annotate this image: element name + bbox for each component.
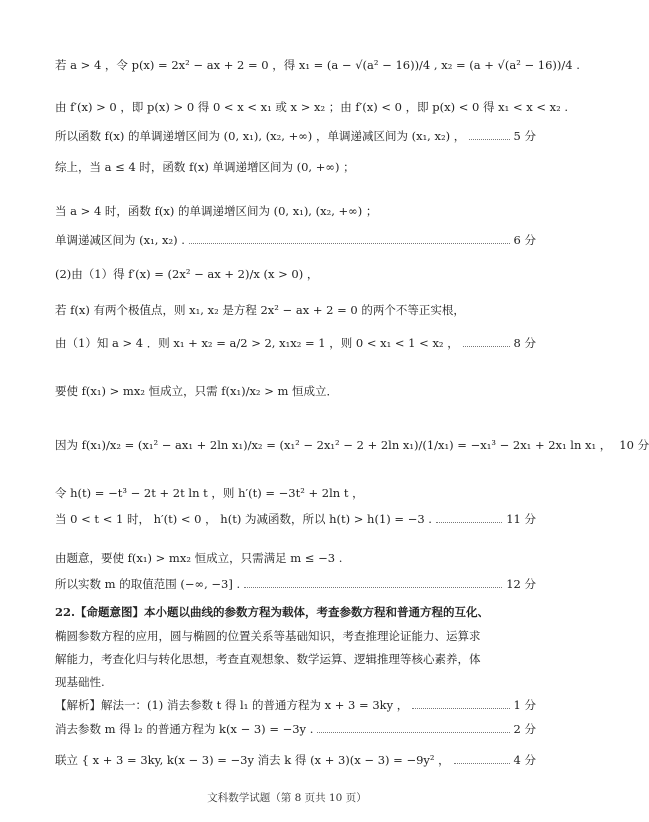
line-text: 所以实数 m 的取值范围 (−∞, −3] . [55,577,241,591]
line-2 [55,99,569,115]
line-9 [55,335,536,351]
score-label: 6 分 [513,233,536,247]
line-text: 当 a > 4 时，函数 f(x) 的单调递增区间为 (0, x₁), (x₂, +∞) ； [55,204,378,218]
line-8 [55,302,536,318]
line-text: 若 a > 4 ，令 p(x) = 2x² − ax + 2 = 0 ，得 x₁ = (a − √(a² − 16))/4 , x₂ = (a + √(a² − 16))/4 . [55,58,580,72]
line-text: 由 f′(x) > 0 ，即 p(x) > 0 得 0 < x < x₁ 或 x > x₂ ；由 f′(x) < 0 ，即 p(x) < 0 得 x₁ < x < x₂ . [55,100,569,114]
score-label: 11 分 [506,512,536,526]
page-footer: 文科数学试题（第 8 页共 10 页） [207,792,367,804]
line-3 [55,128,536,144]
leader-dots [189,243,510,244]
line-19 [55,674,536,690]
line-text: 要使 f(x₁) > mx₂ 恒成立，只需 f(x₁)/x₂ > m 恒成立． [55,384,339,398]
leader-dots [463,346,510,347]
line-text: 【解析】解法一：(1) 消去参数 t 得 l₁ 的普通方程为 x + 3 = 3ky ， [55,698,409,712]
line-20 [55,697,536,713]
line-text: 因为 f(x₁)/x₂ = (x₁² − ax₁ + 2ln x₁)/x₂ = (x₁² − 2x₁² − 2 + 2ln x₁)/(1/x₁) = −x₁³ − 2x₁ + 2x₁ ln x₁ ， [55,438,612,452]
line-text: (2)由（1）得 f′(x) = (2x² − ax + 2)/x (x > 0) ， [55,267,319,281]
line-6 [55,232,536,248]
line-text: 令 h(t) = −t³ − 2t + 2t ln t ，则 h′(t) = −3t² + 2ln t ， [55,486,364,500]
line-text: 由（1）知 a > 4 ．则 x₁ + x₂ = a/2 > 2, x₁x₂ = 1 ，则 0 < x₁ < 1 < x₂ ， [55,336,459,350]
line-11 [55,437,649,453]
line-16 [55,604,536,620]
line-7 [55,266,536,282]
line-4 [55,159,536,175]
score-label: 2 分 [513,722,536,736]
line-21 [55,721,536,737]
line-text: 椭圆参数方程的应用，圆与椭圆的位置关系等基础知识，考查推理论证能力、运算求 [55,629,481,643]
line-text: 当 0 < t < 1 时， h′(t) < 0 ， h(t) 为减函数，所以 h(t) > h(1) = −3 . [55,512,432,526]
line-18 [55,651,536,667]
score-label: 4 分 [513,753,536,767]
leader-dots [244,587,502,588]
line-text: 综上，当 a ≤ 4 时，函数 f(x) 单调递增区间为 (0, +∞) ； [55,160,355,174]
line-15 [55,576,536,592]
leader-dots [412,708,509,709]
line-22 [55,752,536,768]
leader-dots [436,522,502,523]
line-text: 单调递减区间为 (x₁, x₂) . [55,233,185,247]
score-label: 10 分 [619,438,649,452]
line-text: 消去参数 m 得 l₂ 的普通方程为 k(x − 3) = −3y . [55,722,314,736]
line-5 [55,203,536,219]
score-label: 5 分 [513,129,536,143]
line-13 [55,511,536,527]
line-text: 若 f(x) 有两个极值点，则 x₁, x₂ 是方程 2x² − ax + 2 = 0 的两个不等正实根， [55,303,465,317]
line-14 [55,550,536,566]
line-12 [55,485,536,501]
score-label: 1 分 [513,698,536,712]
line-text: 解能力，考查化归与转化思想，考查直观想象、数学运算、逻辑推理等核心素养，体 [55,652,481,666]
line-text: 联立 { x + 3 = 3ky, k(x − 3) = −3y 消去 k 得 (x + 3)(x − 3) = −9y² ， [55,753,450,767]
line-1 [55,57,580,73]
line-text: 所以函数 f(x) 的单调递增区间为 (0, x₁), (x₂, +∞) ，单调递减区间为 (x₁, x₂) ， [55,129,466,143]
line-text: 22.【命题意图】本小题以曲线的参数方程为载体，考查参数方程和普通方程的互化、 [55,605,490,619]
score-label: 8 分 [513,336,536,350]
line-text: 由题意，要使 f(x₁) > mx₂ 恒成立，只需满足 m ≤ −3 . [55,551,343,565]
line-10 [55,383,536,399]
leader-dots [469,139,509,140]
leader-dots [317,732,509,733]
score-label: 12 分 [506,577,536,591]
line-17 [55,628,536,644]
line-text: 现基础性. [55,675,105,689]
leader-dots [454,763,510,764]
